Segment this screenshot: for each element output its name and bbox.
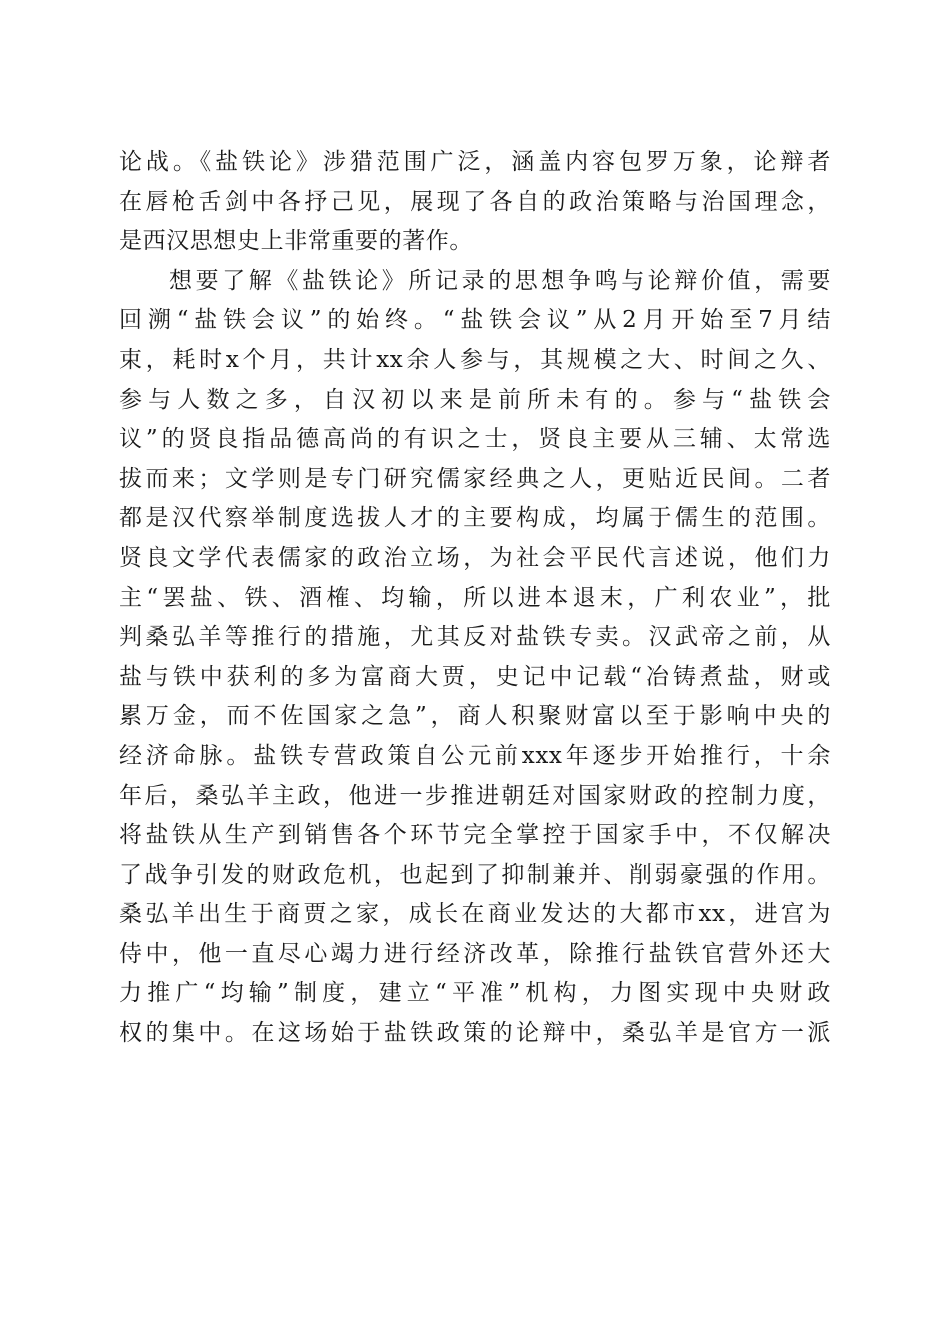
text-line: 判桑弘羊等推行的措施，尤其反对盐铁专卖。汉武帝之前，从: [119, 624, 831, 651]
text-line: 束，耗时x个月，共计xx余人参与，其规模之大、时间之久、: [119, 346, 831, 373]
text-line: 在唇枪舌剑中各抒己见，展现了各自的政治策略与治国理念，: [119, 188, 831, 215]
text-line: 力推广“均输”制度，建立“平准”机构，力图实现中央财政: [119, 980, 831, 1007]
text-line: 盐与铁中获利的多为富商大贾，史记中记载“冶铸煮盐，财或: [119, 663, 831, 690]
text-line: 是西汉思想史上非常重要的著作。: [119, 228, 473, 255]
text-line: 回溯“盐铁会议”的始终。“盐铁会议”从2月开始至7月结: [119, 307, 831, 334]
text-line: 议”的贤良指品德高尚的有识之士，贤良主要从三辅、太常选: [119, 426, 831, 453]
text-line: 权的集中。在这场始于盐铁政策的论辩中，桑弘羊是官方一派: [119, 1020, 831, 1047]
text-line: 参与人数之多，自汉初以来是前所未有的。参与“盐铁会: [119, 386, 831, 413]
text-line: 论战。《盐铁论》涉猎范围广泛，涵盖内容包罗万象，论辩者: [119, 149, 831, 175]
text-line: 侍中，他一直尽心竭力进行经济改革，除推行盐铁官营外还大: [119, 940, 831, 967]
text-line: 想要了解《盐铁论》所记录的思想争鸣与论辩价值，需要: [169, 267, 831, 294]
text-line: 经济命脉。盐铁专营政策自公元前xxx年逐步开始推行，十余: [119, 742, 831, 769]
text-line: 年后，桑弘羊主政，他进一步推进朝廷对国家财政的控制力度，: [119, 782, 831, 809]
text-line: 将盐铁从生产到销售各个环节完全掌控于国家手中，不仅解决: [119, 822, 831, 849]
body-text: [119, 143, 831, 1054]
text-line: 累万金，而不佐国家之急”，商人积聚财富以至于影响中央的: [119, 703, 831, 730]
text-line: 桑弘羊出生于商贾之家，成长在商业发达的大都市xx，进宫为: [119, 901, 831, 928]
text-line: 都是汉代察举制度选拔人才的主要构成，均属于儒生的范围。: [119, 505, 831, 532]
text-line: 主“罢盐、铁、酒榷、均输，所以进本退末，广利农业”，批: [119, 584, 831, 611]
text-line: 拔而来；文学则是专门研究儒家经典之人，更贴近民间。二者: [119, 465, 831, 492]
text-line: 了战争引发的财政危机，也起到了抑制兼并、削弱豪强的作用。: [119, 861, 831, 888]
text-line: 贤良文学代表儒家的政治立场，为社会平民代言述说，他们力: [119, 544, 831, 571]
